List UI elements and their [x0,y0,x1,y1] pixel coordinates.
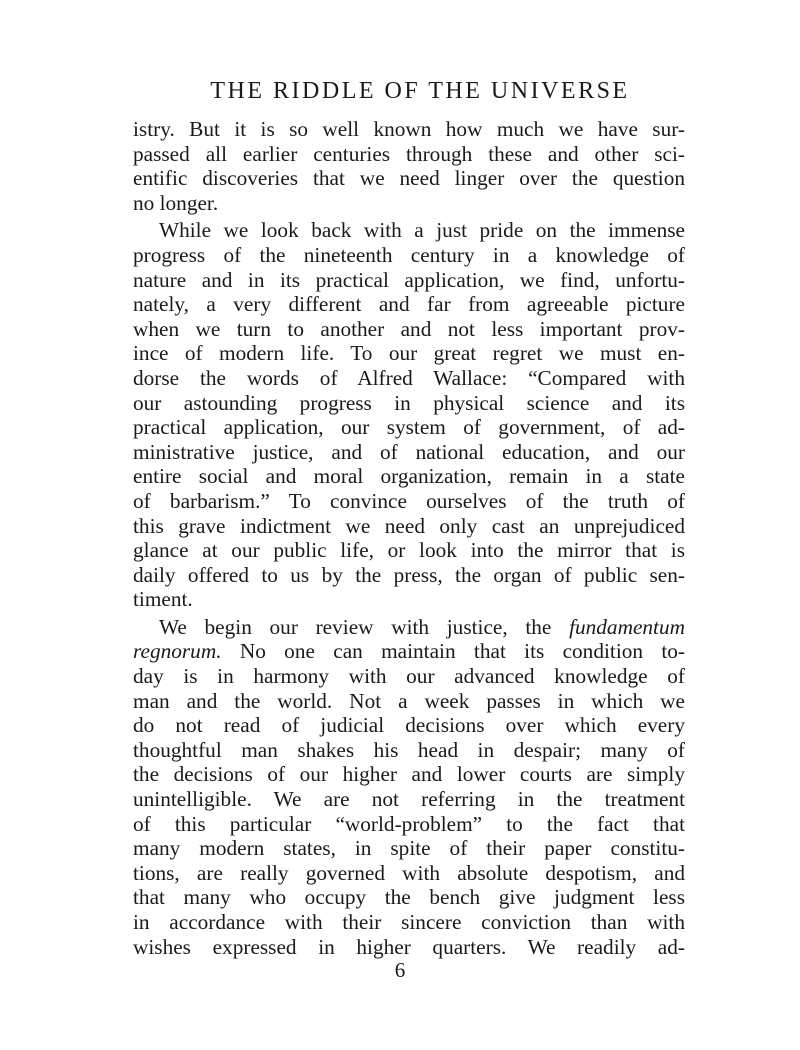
page-number: 6 [394,958,406,982]
text-line: ince of modern life. To our great regret we must en- [133,341,685,366]
text-line: practical application, our system of government, of ad- [133,415,685,440]
text-line: entific discoveries that we need linger over the question [133,166,685,191]
text-line: unintelligible. We are not referring in the treatment [133,787,685,812]
text-line: our astounding progress in physical science and its [133,390,685,415]
text-run: We begin our review with justice, the [159,614,552,639]
text-line: timent. [133,587,193,612]
text-line: the decisions of our higher and lower courts are simply [133,762,685,787]
text-run: No one can maintain that its condition to- [221,639,685,664]
paragraph-start-line: While we look back with a just pride on the immense [159,218,685,243]
italic-term: regnorum. [133,639,222,664]
text-line: nately, a very different and far from agreeable picture [133,292,685,317]
italic-term: fundamentum [569,614,685,639]
text-line: in accordance with their sincere conviction than with [133,910,685,934]
text-line: tions, are really governed with absolute despotism, and [133,860,685,885]
text-line: daily offered to us by the press, the organ of public sen- [133,562,685,587]
body-text [133,117,685,959]
text-line: day is in harmony with our advanced knowledge of [133,664,685,689]
text-line: do not read of judicial decisions over which every [133,713,685,738]
text-line [133,639,685,664]
text-line: istry. But it is so well known how much we have sur- [133,117,685,141]
text-line: this grave indictment we need only cast an unprejudiced [133,513,685,538]
text-line: that many who occupy the bench give judgment less [133,885,685,910]
paragraph-start-line [133,615,685,640]
text-line: of this particular “world-problem” to the fact that [133,811,685,836]
text-line: progress of the nineteenth century in a knowledge of [133,242,685,267]
text-line: of barbarism.” To convince ourselves of the truth of [133,488,685,513]
text-line: thoughtful man shakes his head in despair; many of [133,737,685,762]
text-line: man and the world. Not a week passes in which we [133,688,685,713]
text-line: many modern states, in spite of their paper constitu- [133,836,685,861]
running-head: THE RIDDLE OF THE UNIVERSE [210,78,630,104]
text-line: passed all earlier centuries through these and other sci- [133,141,685,166]
text-line: glance at our public life, or look into the mirror that is [133,538,685,563]
text-line: when we turn to another and not less important prov- [133,316,685,341]
text-line: entire social and moral organization, remain in a state [133,464,685,489]
text-line: nature and in its practical application, we find, unfortu- [133,267,685,292]
text-line: no longer. [133,190,219,215]
text-line: wishes expressed in higher quarters. We readily ad- [133,934,685,959]
text-line: dorse the words of Alfred Wallace: “Compared with [133,365,685,390]
text-line: ministrative justice, and of national education, and our [133,439,685,464]
